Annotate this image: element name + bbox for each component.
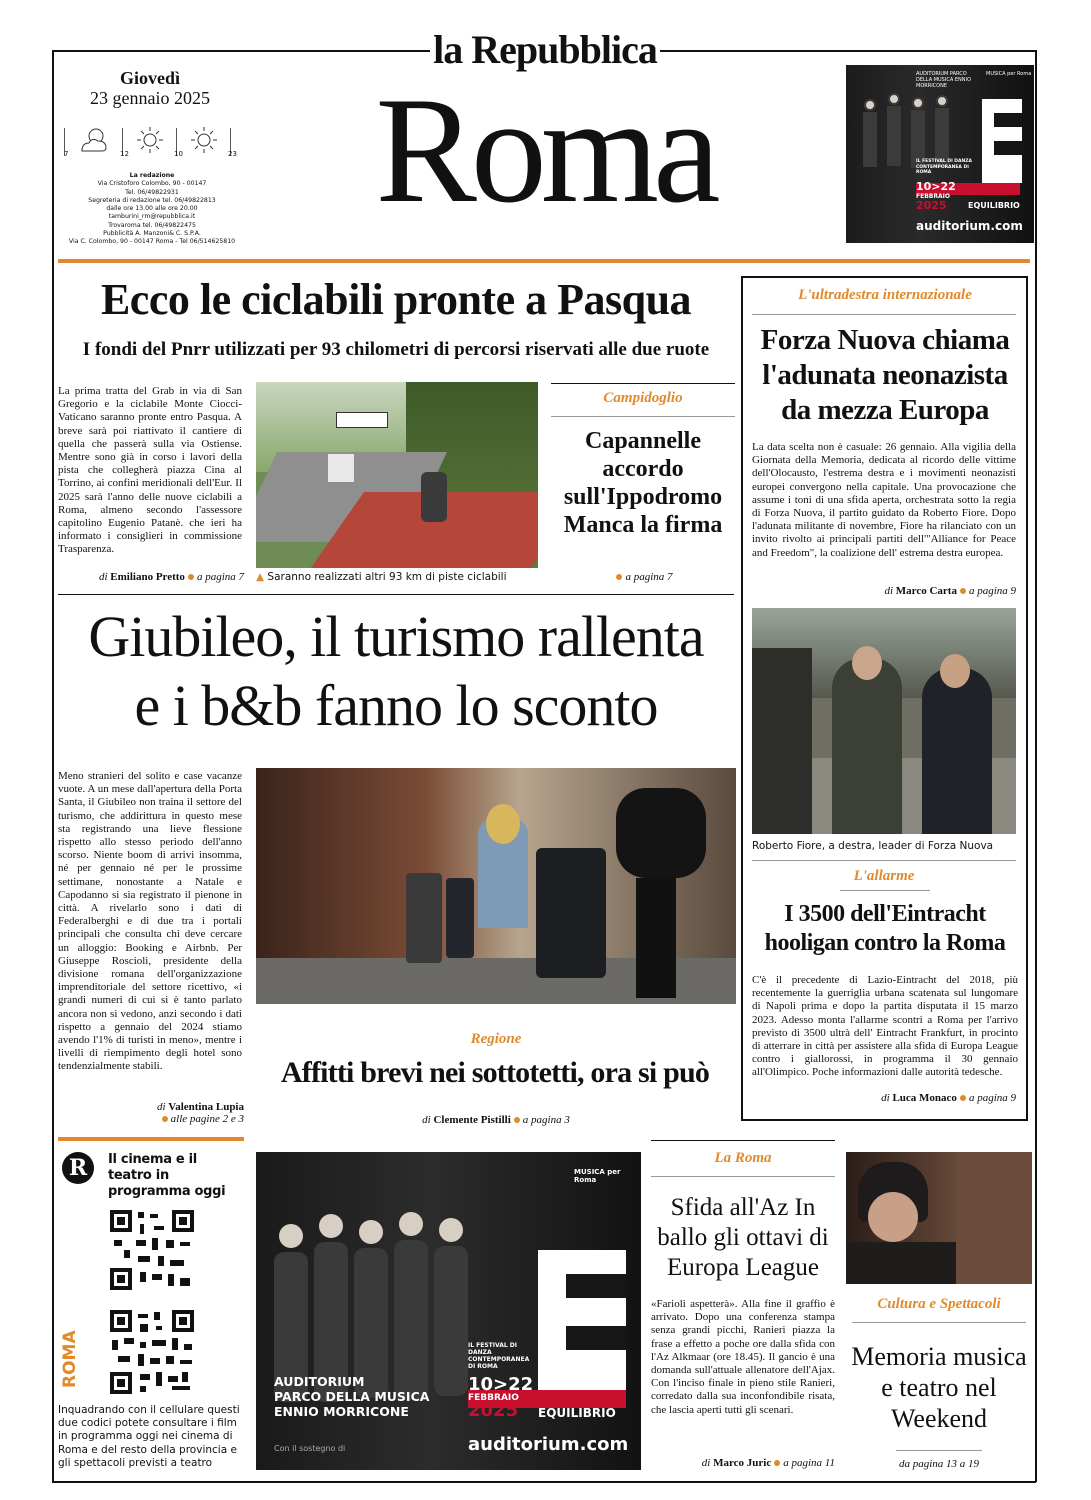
forza-photo <box>752 608 1016 834</box>
frame-bottom <box>52 1481 1036 1483</box>
allarme-kicker: L'allarme <box>853 868 915 884</box>
sun-icon <box>134 125 166 155</box>
allarme-headline[interactable]: I 3500 dell'Eintracht hooligan contro la Roma <box>764 901 1006 956</box>
allarme-byline: di Luca Monaco a pagina 9 <box>881 1092 1016 1104</box>
regione-page[interactable]: a pagina 3 <box>522 1114 570 1126</box>
cultura-page[interactable]: da pagina 13 a 19 <box>898 1458 980 1470</box>
ad-equilibrio-top[interactable] <box>846 65 1034 243</box>
forza-byline: di Marco Carta a pagina 9 <box>884 585 1016 597</box>
qr-code-teatro[interactable] <box>110 1310 194 1394</box>
masthead-rule-left <box>52 50 430 52</box>
ad-brand: MUSICA per Roma <box>574 1168 621 1184</box>
laroma-rule <box>651 1140 835 1141</box>
qr-code-cinema[interactable] <box>110 1210 194 1290</box>
laroma-rule-2 <box>651 1176 835 1177</box>
ad-support: Con il sostegno di <box>274 1444 346 1453</box>
redazione-line: Via Cristoforo Colombo, 90 - 00147 <box>97 180 207 188</box>
forza-rule <box>752 314 1016 315</box>
ad-dates: 10>22 <box>916 180 956 193</box>
promo-text: Inquadrando con il cellulare questi due codici potete consultare i film in programma oggi nei cinema di Roma e del resto della provincia e gli spettacoli previsti a teatro <box>58 1404 240 1469</box>
weather-temp: 7 <box>64 150 69 158</box>
ad-year: 2025 <box>916 199 947 212</box>
edition-title: Roma <box>375 66 715 234</box>
regione-headline[interactable]: Affitti brevi nei sottotetti, ora si può <box>280 1056 710 1089</box>
redazione-line: Segreteria di redazione tel. 06/49822813 <box>88 196 216 204</box>
campidoglio-headline[interactable]: Capannelle accordo sull'Ippodromo Manca la firma <box>563 428 723 538</box>
cultura-kicker: Cultura e Spettacoli <box>877 1296 1001 1312</box>
regione-byline: di Clemente Pistilli a pagina 3 <box>422 1114 570 1126</box>
redazione-line: dalle ore 13.00 alle ore 20.00 <box>106 205 198 213</box>
giubileo-author: Valentina Lupia <box>168 1101 244 1113</box>
cultura-headline[interactable]: Memoria musica e teatro nel Weekend <box>851 1342 1027 1433</box>
cultura-rule <box>852 1322 1026 1323</box>
promo-orange-rule <box>58 1137 244 1141</box>
promo-title: Il cinema e il teatro in programma oggi <box>108 1152 226 1199</box>
laroma-byline: di Marco Juric a pagina 11 <box>701 1457 835 1469</box>
ad-sponsor-block: AUDITORIUM PARCO DELLA MUSICA ENNIO MORRICONE <box>274 1374 430 1419</box>
date-weekday: Giovedì <box>119 68 180 88</box>
tourists-photo <box>256 768 736 1004</box>
ad-festival: IL FESTIVAL DI DANZA CONTEMPORANEA DI ROMA <box>916 159 973 175</box>
forza-caption: Roberto Fiore, a destra, leader di Forza Nuova <box>752 840 994 852</box>
ad-festival: IL FESTIVAL DI DANZA CONTEMPORANEA DI ROMA <box>468 1342 530 1370</box>
frame-right <box>1035 50 1037 1482</box>
weather-temp: 12 <box>120 150 129 158</box>
giubileo-headline-1[interactable]: Giubileo, il turismo rallenta <box>88 604 704 669</box>
campidoglio-byline <box>551 571 735 583</box>
ad-dates: 10>22 <box>468 1374 534 1395</box>
laroma-headline[interactable]: Sfida all'Az In ballo gli ottavi di Europa League <box>657 1194 829 1281</box>
forza-author: Marco Carta <box>895 585 957 597</box>
giubileo-body: Meno stranieri del solito e case vacanze vuote. A un mese dall'apertura della Porta Santa, il Giubileo non traina il settore del turismo, che addirittura in questo mese sta registrando una lieve flessione rispetto allo stesso periodo dell'anno scorso. Niente boom di arrivi insomma, né per gennaio né per le prossime settimane, nonostante a Natale e Capodanno si sia registrato il pienone in città. A rivelarlo sono i dati di Federalberghi e di due tra i portali principali che consulta chi deve cercare un alloggio: Booking e Airbnb. Per Giuseppe Roscioli, presidente della divisione romana dell'organizzazione imprenditoriale del settore ricettivo, «i grandi numeri di cui si è tanto parlato ancora non si vedono, anzi secondo i dati rispetto a gennaio del 2024 stiamo avendo l'1% di turisti in meno», mentre i livelli di riempimento degli hotel sono tendenzialmente stabili. <box>58 770 242 1073</box>
laroma-page[interactable]: a pagina 11 <box>783 1457 835 1469</box>
ad-letter-e <box>982 99 1022 183</box>
cloud-sun-icon <box>76 125 112 155</box>
ad-month: FEBBRAIO <box>916 193 950 200</box>
forza-page[interactable]: a pagina 9 <box>968 585 1016 597</box>
lead-page[interactable]: a pagina 7 <box>196 571 244 583</box>
ad-url[interactable]: auditorium.com <box>468 1434 629 1455</box>
masthead-rule-right <box>660 50 1036 52</box>
allarme-author: Luca Monaco <box>892 1092 957 1104</box>
campidoglio-page[interactable]: a pagina 7 <box>625 571 673 583</box>
giubileo-rule <box>58 594 734 595</box>
ad-title: EQUILIBRIO <box>968 201 1020 210</box>
laroma-kicker: La Roma <box>714 1150 772 1166</box>
date-full: 23 gennaio 2025 <box>90 88 210 108</box>
forza-headline[interactable]: Forza Nuova chiama l'adunata neonazista da mezza Europa <box>760 324 1010 426</box>
frame-left <box>52 50 54 1482</box>
lead-body: La prima tratta del Grab in via di San Gregorio e la ciclabile Monte Ciocci-Vaticano saranno pronte entro Pasqua. A breve sarà poi riattivato il cantiere di quella che passerà sulla via Ostiense. Mentre sono già in corso i lavori della pista che collegherà piazza Cina al Torrino, ai confini meridionali dell'Eur. Il 2025 sarà l'anno delle nuove ciclabili a Roma, almeno secondo l'assessore capitolino Eugenio Patanè. che ieri ha informato i consiglieri in commissione Trasparenza. <box>58 385 242 556</box>
ad-month: FEBBRAIO <box>468 1393 519 1403</box>
forza-kicker: L'ultradestra internazionale <box>798 287 972 303</box>
cultura-photo <box>846 1152 1032 1284</box>
redazione-title: La redazione <box>129 172 175 179</box>
regione-kicker: Regione <box>470 1031 522 1047</box>
redazione-box <box>56 172 248 247</box>
ad-year: 2025 <box>468 1400 519 1421</box>
redazione-line[interactable]: tamburini_rm@repubblica.it <box>108 213 196 221</box>
lead-author: Emiliano Pretto <box>110 571 185 583</box>
ad-sponsor: AUDITORIUM PARCO DELLA MUSICA ENNIO MORRICONE <box>916 71 971 89</box>
redazione-line: Trovaroma tel. 06/49822475 <box>108 221 196 229</box>
bike-lane-photo <box>256 382 538 568</box>
allarme-rule <box>752 860 1016 861</box>
redazione-line: Tel. 06/49822931 <box>125 188 179 196</box>
allarme-page[interactable]: a pagina 9 <box>968 1092 1016 1104</box>
laroma-body: «Farioli aspetterà». Alla fine il graffio è arrivato. Dopo una conferenza stampa senza grandi picchi, Ranieri piazza la frase a effetto a poche ore dalla sfida con l'Az Alkmaar (ore 18.45). Il gancio è una domanda sull'attuale allenatore dell'Ajax. Con l'inciso finale in pieno stile Ranieri, corredato dalla sua inconfondibile risata, che lascia aperti tutti gli scenari. <box>651 1298 835 1416</box>
giubileo-headline-2[interactable]: e i b&b fanno lo sconto <box>134 673 658 738</box>
redazione-line: Via C. Colombo, 90 - 00147 Roma - Tel 06/514625810 <box>68 238 236 246</box>
laroma-author: Marco Juric <box>713 1457 772 1469</box>
allarme-rule-2 <box>840 890 930 891</box>
repubblica-r-logo: R <box>62 1152 94 1184</box>
weather-temp: 10 <box>174 150 183 158</box>
weather-temp: 23 <box>228 150 237 158</box>
campidoglio-kicker: Campidoglio <box>603 390 683 406</box>
ad-letter-e <box>538 1250 626 1390</box>
sun-icon <box>188 125 220 155</box>
lead-byline: di Emiliano Pretto a pagina 7 <box>98 571 244 583</box>
ad-url[interactable]: auditorium.com <box>916 219 1023 233</box>
promo-side-label: ROMA <box>60 1330 80 1388</box>
lead-headline[interactable]: Ecco le ciclabili pronte a Pasqua <box>100 275 692 324</box>
campidoglio-rule <box>551 383 735 384</box>
lead-caption: ▲ Saranno realizzati altri 93 km di piste ciclabili <box>256 571 507 583</box>
allarme-body: C'è il precedente di Lazio-Eintracht del 2018, più recentemente la guerriglia urbana scatenata sul lungomare di Napoli prima e dopo la partita disputata il 15 marzo 2023. Adesso monta l'allarme scontri a Roma per l'arrivo previsto di 3500 ultrà dell' Eintracht Frankfurt, in procinto di atterrare in città per assistere alla sfida di Europa League contro i giallorossi, in programma il 30 gennaio all'Olimpico. Poche informazioni dalle autorità tedesche. <box>752 974 1018 1079</box>
masthead-orange-rule <box>58 259 1030 263</box>
ad-brand: MUSICA per Roma <box>986 71 1032 77</box>
campidoglio-rule-2 <box>551 416 735 417</box>
giubileo-byline: di Valentina Lupia alle pagine 2 e 3 <box>156 1101 244 1125</box>
brand-logo[interactable]: la Repubblica <box>433 27 657 72</box>
ad-equilibrio-bottom[interactable] <box>256 1152 641 1470</box>
forza-body: La data scelta non è casuale: 26 gennaio. Alla vigilia della Giornata della Memoria, dedicata al ricordo delle vittime dell'Olocausto, l'estrema destra e i movimenti neonazisti europei convergono nella capitale. Una provocazione che assume i toni di una sfida aperta, orchestrata sotto la regia di Forza Nuova, il partito guidato da Roberto Fiore. Dopo l'adunata militante di novembre, Fiore ha rilanciato con un invito rivolto ai principali partiti dell'"Alliance for Peace and Freedom", la coalizione dell' estrema destra europea. <box>752 441 1016 559</box>
giubileo-page[interactable]: alle pagine 2 e 3 <box>170 1113 244 1125</box>
cultura-rule-2 <box>896 1450 982 1451</box>
lead-subhead: I fondi del Pnrr utilizzati per 93 chilometri di percorsi riservati alle due ruote <box>82 339 710 360</box>
redazione-line: Pubblicità A. Manzoni& C. S.P.A. <box>103 230 201 238</box>
ad-title: EQUILIBRIO <box>538 1406 616 1420</box>
regione-author: Clemente Pistilli <box>433 1114 511 1126</box>
weather-strip <box>64 122 244 162</box>
